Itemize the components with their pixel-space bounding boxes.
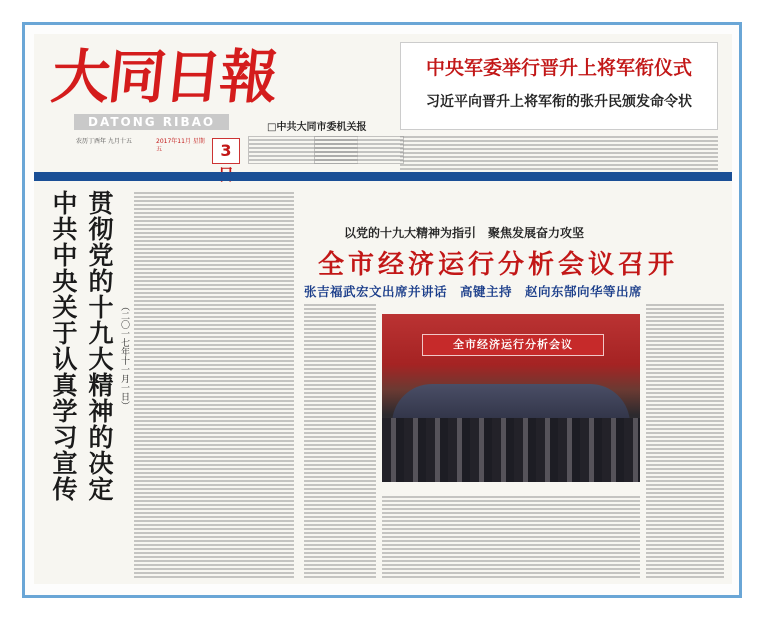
left-story-body [134, 190, 294, 578]
issue-info-strip [34, 172, 732, 181]
main-story-body-bottom [382, 494, 640, 578]
date-lunar: 农历丁酉年 九月十五 [76, 138, 132, 145]
masthead-logo: 大同日報 [48, 43, 280, 111]
meeting-photo [382, 314, 640, 482]
top-story-headline: 中央军委举行晋升上将军衔仪式 [425, 57, 692, 79]
photo-audience [382, 418, 640, 482]
main-story-headline: 全市经济运行分析会议召开 [318, 250, 679, 280]
photo-banner-text: 全市经济运行分析会议 [422, 334, 604, 356]
main-story-body-right [646, 302, 724, 578]
date-day-number: 3 [212, 138, 240, 164]
masthead-organ-label: □中共大同市委机关报 [267, 122, 367, 133]
top-story-box [400, 42, 718, 130]
newspaper-page [34, 34, 732, 584]
main-story-kicker: 以党的十九大精神为指引 聚焦发展奋力攻坚 [344, 226, 585, 240]
date-info-bar [52, 136, 717, 168]
left-headline-line1: 中共中央关于认真学习宣传 [49, 190, 78, 502]
masthead-english-name: DATONG RIBAO [74, 114, 229, 130]
main-story-body-left [304, 302, 376, 578]
date-gregorian: 2017年11月 星期五 [156, 138, 205, 153]
main-story-subheadline: 张吉福武宏文出席并讲话 高键主持 赵向东郜向华等出席 [304, 284, 643, 299]
left-headline-line2: 贯彻党的十九大精神的决定 [85, 190, 114, 502]
air-quality-box [314, 136, 404, 164]
top-story-subheadline: 习近平向晋升上将军衔的张升民颁发命令状 [426, 94, 692, 110]
left-headline-date: （二〇一七年十一月一日） [119, 302, 129, 410]
